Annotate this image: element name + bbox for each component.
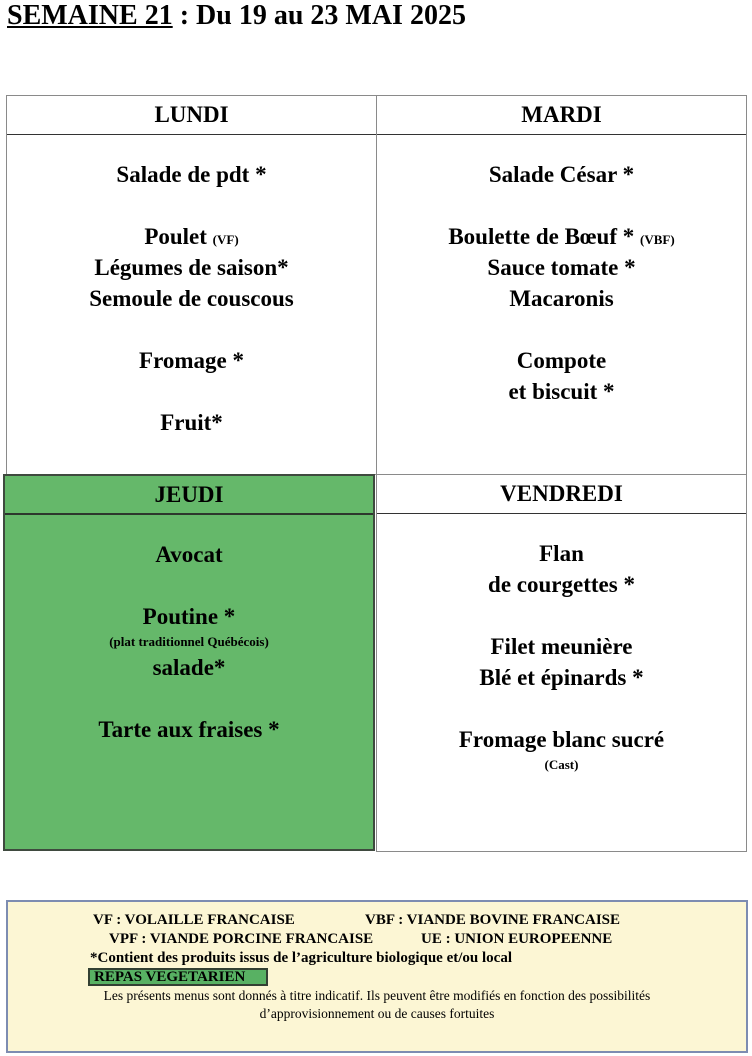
menu-item: salade* <box>152 655 226 680</box>
menu-vendredi <box>377 514 746 775</box>
menu-item: Boulette de Bœuf * (VBF) <box>448 224 675 249</box>
legend-bio: *Contient des produits issus de l’agriculture biologique et/ou local <box>90 950 512 966</box>
menu-item: Fromage * <box>139 348 244 373</box>
day-cell-mardi <box>376 95 747 475</box>
legend-ue: UE : UNION EUROPEENNE <box>421 931 613 947</box>
day-header-mardi: MARDI <box>377 96 746 135</box>
menu-lundi <box>7 135 376 438</box>
day-header-lundi: LUNDI <box>7 96 376 135</box>
menu-item: Flan <box>539 541 584 566</box>
menu-item: Semoule de couscous <box>89 286 294 311</box>
origin-tag: (VBF) <box>640 232 675 247</box>
menu-item: Sauce tomate * <box>487 255 636 280</box>
menu-item: Filet meunière <box>490 634 633 659</box>
menu-item: de courgettes * <box>488 572 635 597</box>
page-title <box>7 0 466 32</box>
menu-item: Poutine * <box>142 604 236 629</box>
menu-item: Avocat <box>155 542 223 567</box>
menu-grid <box>6 95 747 852</box>
origin-tag: (VF) <box>212 232 239 247</box>
legend-vf: VF : VOLAILLE FRANCAISE <box>93 912 295 928</box>
menu-item: et biscuit * <box>508 379 615 404</box>
date-range: : Du 19 au 23 MAI 2025 <box>172 0 466 31</box>
menu-item: Fromage blanc sucré <box>458 727 665 752</box>
legend-vbf: VBF : VIANDE BOVINE FRANCAISE <box>365 912 621 928</box>
menu-item: Salade César * <box>488 162 635 187</box>
week-number: SEMAINE 21 <box>7 0 173 31</box>
menu-item-note: (plat traditionnel Québécois) <box>109 634 269 649</box>
day-cell-lundi <box>6 95 377 475</box>
menu-item: Salade de pdt * <box>116 162 267 187</box>
day-header-jeudi: JEUDI <box>5 476 373 515</box>
menu-item: Légumes de saison* <box>94 255 289 280</box>
menu-item: Macaronis <box>509 286 614 311</box>
menu-item: Compote <box>516 348 607 373</box>
menu-item: Blé et épinards * <box>479 665 644 690</box>
menu-jeudi <box>5 515 373 745</box>
day-cell-jeudi-vegetarian <box>3 474 375 851</box>
legend-box <box>6 900 748 1053</box>
legend-vpf: VPF : VIANDE PORCINE FRANCAISE <box>109 931 374 947</box>
legend-note-line1: Les présents menus sont donnés à titre indicatif. Ils peuvent être modifiés en fonction des possibilités <box>103 988 651 1003</box>
menu-mardi <box>377 135 746 407</box>
menu-item: Tarte aux fraises * <box>98 717 280 742</box>
menu-item: Poulet (VF) <box>144 224 239 249</box>
day-header-vendredi: VENDREDI <box>377 475 746 514</box>
menu-item-note: (Cast) <box>544 757 579 772</box>
menu-item: Fruit* <box>160 410 223 435</box>
legend-vegetarian-badge: REPAS VEGETARIEN <box>88 968 268 986</box>
day-cell-vendredi <box>376 474 747 852</box>
legend-note-line2: d’approvisionnement ou de causes fortuites <box>259 1006 495 1021</box>
